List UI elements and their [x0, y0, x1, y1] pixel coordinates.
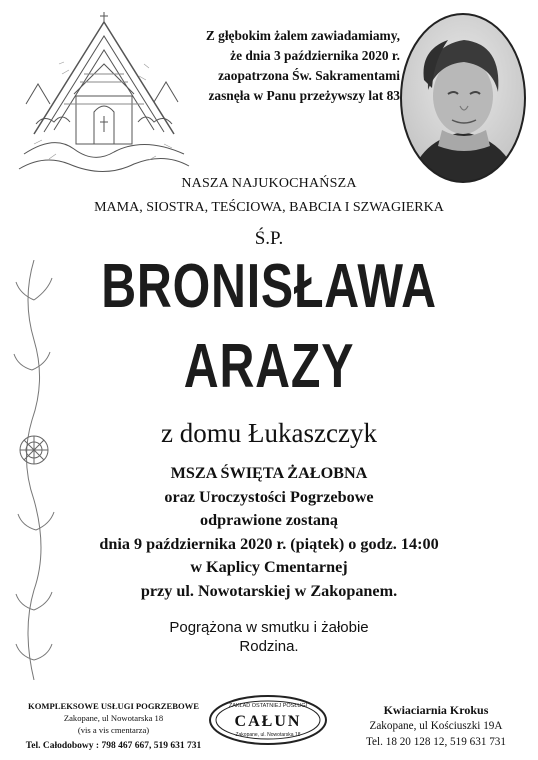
- deceased-portrait-photo: [398, 10, 528, 186]
- funeral-mass-details: [0, 462, 538, 603]
- calun-logo: [206, 692, 330, 748]
- intro-line: Z głębokim żalem zawiadamiamy,: [205, 28, 400, 43]
- heading-line-1: NASZA NAJUKOCHAŃSZA: [181, 176, 357, 191]
- funeral-home-phone: Tel. Całodobowy : 798 467 667, 519 631 731: [25, 741, 202, 751]
- sp-abbreviation: Ś.P.: [254, 228, 284, 249]
- intro-line: że dnia 3 października 2020 r.: [230, 48, 400, 63]
- deceased-first-name: BRONISŁAWA: [101, 252, 437, 321]
- mass-line: w Kaplicy Cmentarnej: [190, 558, 348, 576]
- florist-info: [340, 702, 532, 750]
- funeral-home-name: KOMPLEKSOWE USŁUGI POGRZEBOWE: [28, 701, 199, 711]
- funeral-home-note: (vis a vis cmentarza): [77, 725, 150, 735]
- mourners-signature: [0, 618, 538, 656]
- mass-line: MSZA ŚWIĘTA ŻAŁOBNA: [170, 464, 368, 482]
- mass-line: przy ul. Nowotarskiej w Zakopanem.: [140, 581, 398, 600]
- intro-line: zaopatrzona Św. Sakramentami: [218, 68, 400, 83]
- logo-top-text: ZAKŁAD OSTATNIEJ POSŁUGI: [228, 703, 308, 709]
- mass-line: oraz Uroczystości Pogrzebowe: [164, 487, 374, 506]
- announcement-intro: [190, 26, 400, 106]
- maiden-name: z domu Łukaszczyk: [161, 418, 377, 448]
- chapel-sketch-illustration: [14, 4, 194, 184]
- deceased-last-name: ARAZY: [183, 332, 355, 401]
- florist-address: Zakopane, ul Kościuszki 19A: [369, 720, 503, 732]
- mass-line: dnia 9 października 2020 r. (piątek) o godz. 14:00: [99, 534, 439, 553]
- mourners-line-1: Pogrążona w smutku i żałobie: [169, 619, 369, 636]
- logo-bottom-text: Zakopane, ul. Nowotarska 18: [235, 732, 301, 738]
- logo-name: CAŁUN: [234, 713, 302, 730]
- florist-phone: Tel. 18 20 128 12, 519 631 731: [366, 736, 506, 748]
- mass-line: odprawione zostaną: [199, 511, 339, 529]
- funeral-home-address: Zakopane, ul Nowotarska 18: [63, 713, 164, 723]
- heading-line-2: MAMA, SIOSTRA, TEŚCIOWA, BABCIA I SZWAGIERKA: [94, 200, 444, 215]
- mourners-line-2: Rodzina.: [239, 638, 299, 655]
- florist-name: Kwiaciarnia Krokus: [383, 703, 489, 717]
- funeral-home-info: [6, 700, 221, 752]
- intro-line: zasnęła w Panu przeżywszy lat 83: [208, 88, 400, 103]
